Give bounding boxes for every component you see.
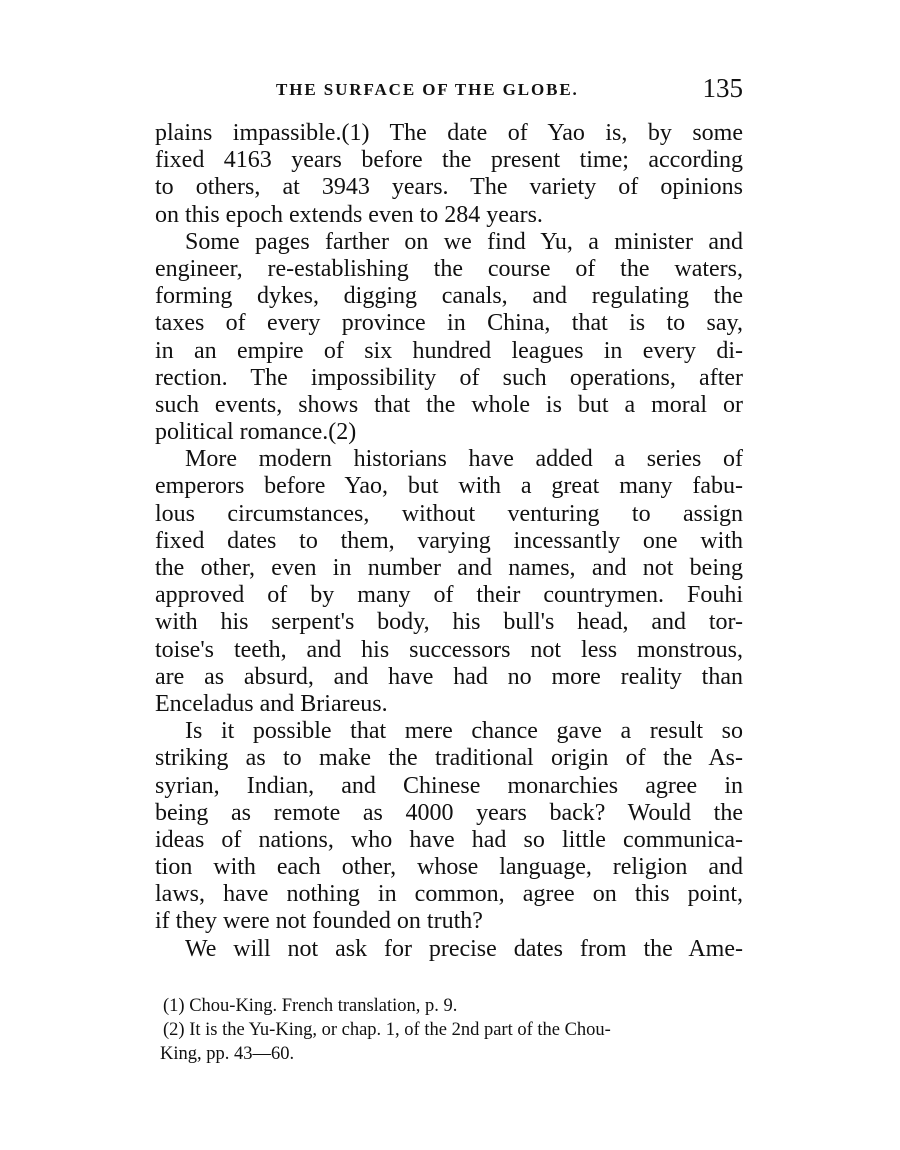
text-line: emperors before Yao, but with a great many fabu- bbox=[155, 473, 743, 500]
text-line: on this epoch extends even to 284 years. bbox=[155, 201, 543, 228]
text-line: Is it possible that mere chance gave a result so bbox=[185, 718, 743, 745]
text-line: Some pages farther on we find Yu, a minister and bbox=[185, 228, 743, 255]
running-title: THE SURFACE OF THE GLOBE. bbox=[276, 80, 579, 99]
text-line: political romance.(2) bbox=[155, 419, 357, 446]
text-line: in an empire of six hundred leagues in every di- bbox=[155, 337, 743, 364]
text-line: striking as to make the traditional origin of the As- bbox=[155, 745, 743, 772]
text-line: tion with each other, whose language, religion and bbox=[155, 854, 743, 881]
text-line: engineer, re-establishing the course of the waters, bbox=[155, 255, 743, 282]
text-line: approved of by many of their countrymen. Fouhi bbox=[155, 582, 743, 609]
text-line: lous circumstances, without venturing to assign bbox=[155, 500, 743, 527]
text-line: with his serpent's body, his bull's head, and tor- bbox=[155, 609, 743, 636]
text-line: Enceladus and Briareus. bbox=[155, 690, 388, 717]
text-line: to others, at 3943 years. The variety of opinions bbox=[155, 174, 743, 201]
text-line: if they were not founded on truth? bbox=[155, 908, 483, 935]
text-line: forming dykes, digging canals, and regulating the bbox=[155, 283, 743, 310]
body-text bbox=[155, 120, 743, 963]
text-line: being as remote as 4000 years back? Would the bbox=[155, 799, 743, 826]
text-line: the other, even in number and names, and not being bbox=[155, 555, 743, 581]
text-line: fixed dates to them, varying incessantly one with bbox=[155, 527, 743, 554]
text-line: rection. The impossibility of such operations, after bbox=[155, 364, 743, 391]
footnote-2-continued: King, pp. 43—60. bbox=[160, 1044, 295, 1064]
page-number: 135 bbox=[702, 73, 743, 103]
text-line: ideas of nations, who have had so little communica- bbox=[155, 826, 743, 853]
footnote-2: (2) It is the Yu-King, or chap. 1, of the 2nd part of the Chou- bbox=[163, 1020, 611, 1040]
text-line: laws, have nothing in common, agree on this point, bbox=[155, 881, 743, 908]
footnote-1: (1) Chou-King. French translation, p. 9. bbox=[163, 996, 458, 1016]
text-line: toise's teeth, and his successors not less monstrous, bbox=[155, 636, 743, 663]
text-line: plains impassible.(1) The date of Yao is, by some bbox=[155, 120, 743, 146]
text-line: taxes of every province in China, that is to say, bbox=[155, 310, 743, 337]
text-line: are as absurd, and have had no more reality than bbox=[155, 663, 743, 690]
running-head bbox=[153, 74, 743, 106]
text-line: fixed 4163 years before the present time; according bbox=[155, 147, 743, 174]
text-line: We will not ask for precise dates from the Ame- bbox=[185, 935, 743, 962]
text-line: More modern historians have added a series of bbox=[185, 446, 743, 473]
text-line: syrian, Indian, and Chinese monarchies agree in bbox=[155, 772, 743, 799]
text-line: such events, shows that the whole is but a moral or bbox=[155, 391, 743, 418]
footnotes bbox=[160, 994, 745, 1066]
